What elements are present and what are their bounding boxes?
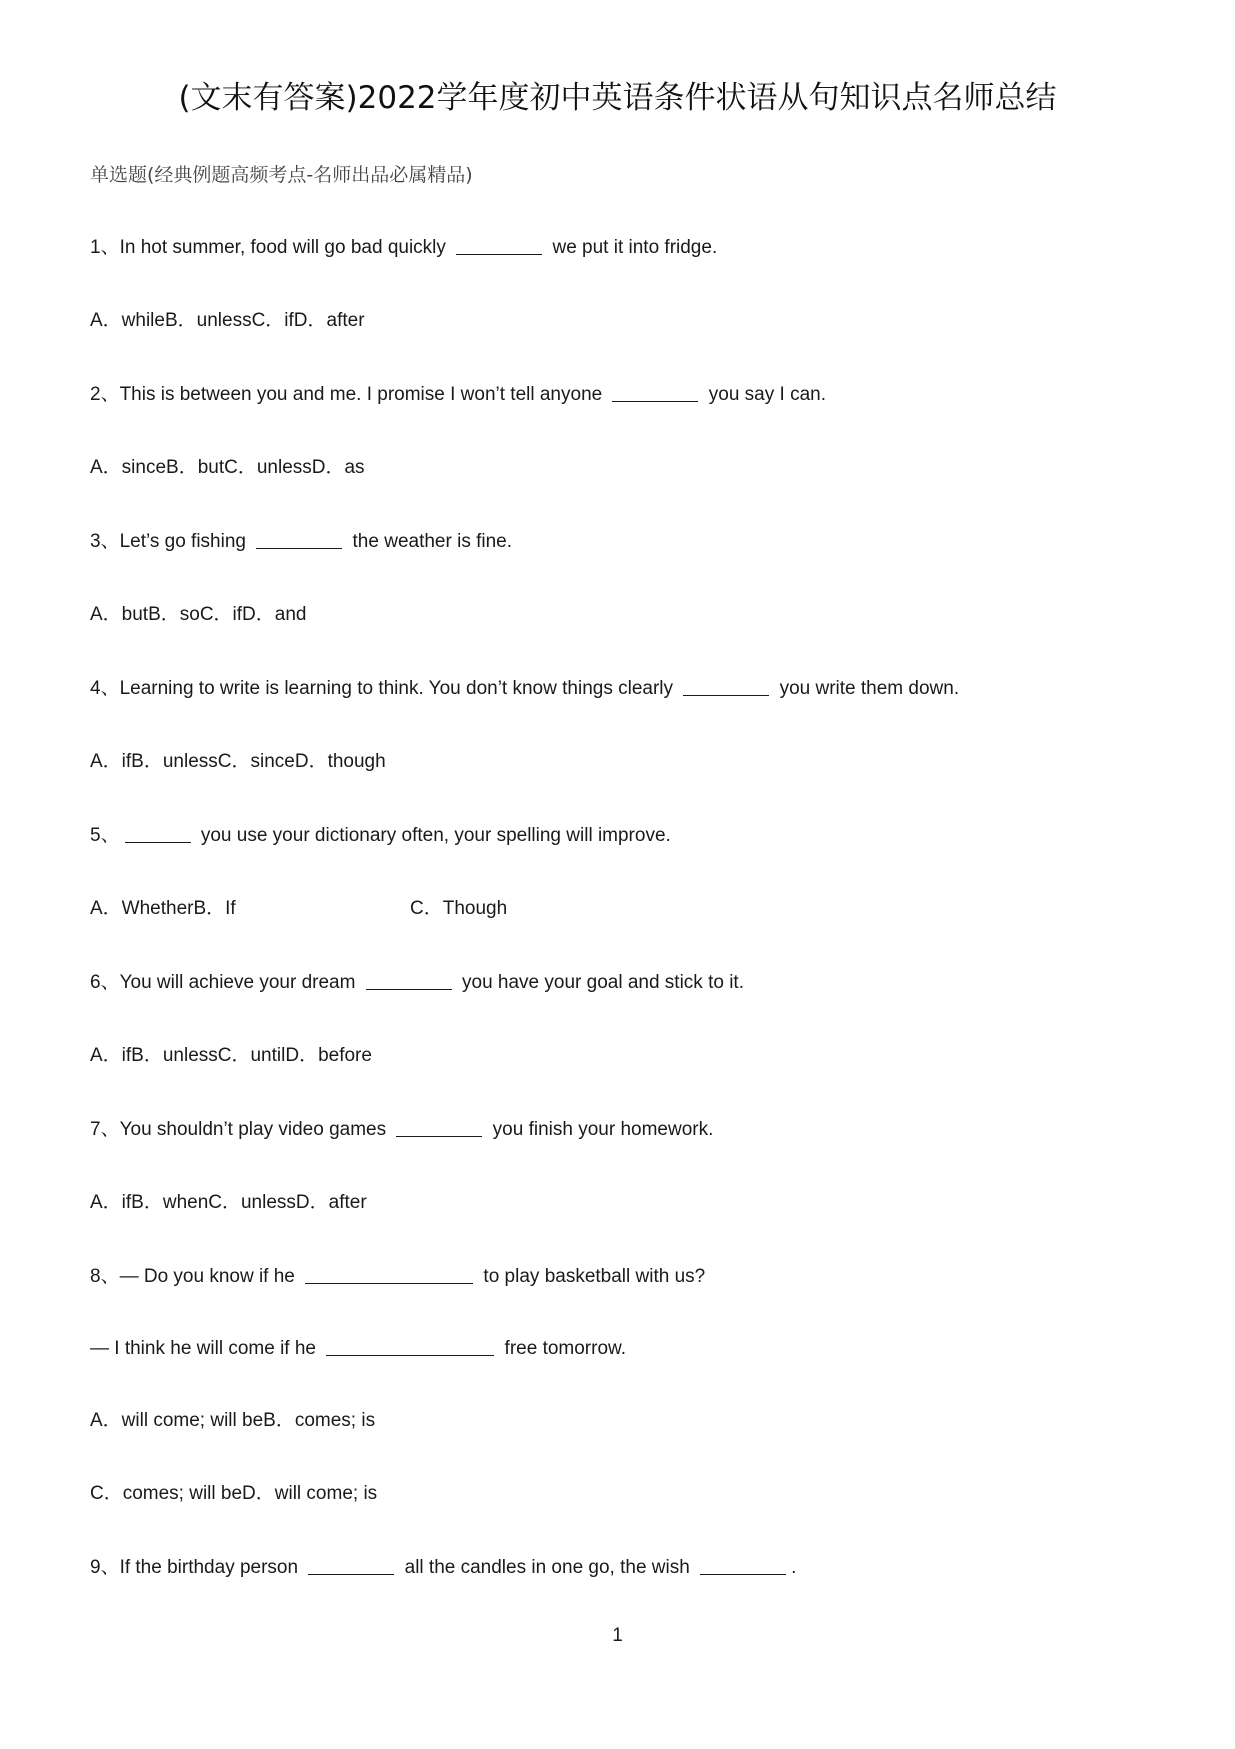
question-text: 6、You will achieve your dream bbox=[90, 972, 361, 993]
question-text: . bbox=[791, 1557, 797, 1578]
question-text: you have your goal and stick to it. bbox=[456, 972, 744, 993]
question-text: you finish your homework. bbox=[487, 1119, 714, 1140]
question-7 bbox=[90, 1116, 713, 1144]
question-6 bbox=[90, 969, 744, 997]
question-8-options-2: C．comes; will beD．will come; is bbox=[90, 1483, 378, 1504]
question-6-options: A．ifB．unlessC．untilD．before bbox=[90, 1045, 372, 1066]
question-text: 2、This is between you and me. I promise I won’t tell anyone bbox=[90, 384, 608, 405]
section-heading: 单选题(经典例题高频考点-名师出品必属精品) bbox=[90, 164, 473, 186]
question-1 bbox=[90, 234, 717, 262]
question-8 bbox=[90, 1263, 705, 1291]
question-4-options: A．ifB．unlessC．sinceD．though bbox=[90, 751, 386, 772]
question-text: 7、You shouldn’t play video games bbox=[90, 1119, 392, 1140]
answer-blank bbox=[125, 824, 191, 843]
answer-blank bbox=[456, 236, 542, 255]
answer-blank bbox=[700, 1556, 786, 1575]
question-text: the weather is fine. bbox=[347, 531, 513, 552]
question-5-options bbox=[90, 895, 508, 923]
question-1-options: A．whileB．unlessC．ifD．after bbox=[90, 310, 365, 331]
question-4 bbox=[90, 675, 959, 703]
answer-blank bbox=[305, 1265, 473, 1284]
answer-blank bbox=[326, 1337, 494, 1356]
answer-blank bbox=[256, 530, 342, 549]
question-2-options: A．sinceB．butC．unlessD．as bbox=[90, 457, 365, 478]
answer-blank bbox=[308, 1556, 394, 1575]
answer-blank bbox=[366, 971, 452, 990]
question-text: 8、— Do you know if he bbox=[90, 1266, 301, 1287]
answer-blank bbox=[612, 383, 698, 402]
question-text: you write them down. bbox=[774, 678, 960, 699]
question-text: 5、 bbox=[90, 825, 120, 846]
question-text: free tomorrow. bbox=[499, 1338, 626, 1359]
question-8-options: A．will come; will beB．comes; is bbox=[90, 1410, 376, 1431]
question-text: all the candles in one go, the wish bbox=[399, 1557, 696, 1578]
answer-blank bbox=[396, 1118, 482, 1137]
question-3-options: A．butB．soC．ifD．and bbox=[90, 604, 307, 625]
question-text: you use your dictionary often, your spelling will improve. bbox=[195, 825, 671, 846]
question-2 bbox=[90, 381, 826, 409]
question-text: 3、Let’s go fishing bbox=[90, 531, 252, 552]
option-c: C．Though bbox=[410, 898, 508, 919]
question-text: 9、If the birthday person bbox=[90, 1557, 304, 1578]
question-text: you say I can. bbox=[703, 384, 826, 405]
question-5 bbox=[90, 822, 671, 850]
question-text: to play basketball with us? bbox=[478, 1266, 706, 1287]
question-text: 1、In hot summer, food will go bad quickly bbox=[90, 237, 452, 258]
question-3 bbox=[90, 528, 512, 556]
question-7-options: A．ifB．whenC．unlessD．after bbox=[90, 1192, 367, 1213]
document-title: (文末有答案)2022学年度初中英语条件状语从句知识点名师总结 bbox=[178, 80, 1057, 116]
answer-blank bbox=[683, 677, 769, 696]
options-a-b: A．WhetherB．If bbox=[90, 898, 236, 919]
question-8-line-2 bbox=[90, 1335, 626, 1363]
page-number: 1 bbox=[612, 1625, 623, 1646]
question-text: we put it into fridge. bbox=[547, 237, 718, 258]
question-9 bbox=[90, 1554, 796, 1582]
question-text: — I think he will come if he bbox=[90, 1338, 322, 1359]
question-text: 4、Learning to write is learning to think. You don’t know things clearly bbox=[90, 678, 679, 699]
